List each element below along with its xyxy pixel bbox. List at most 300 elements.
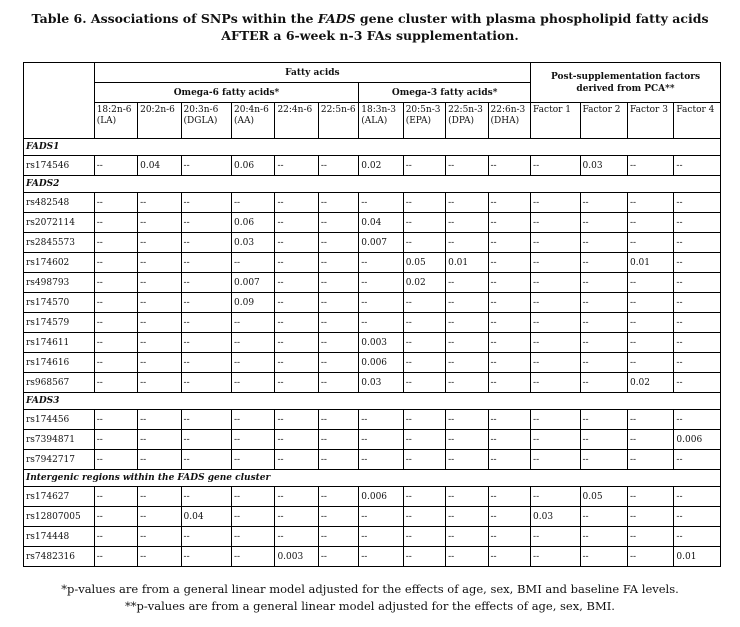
p-value-cell: -- — [627, 527, 673, 547]
p-value-cell: -- — [181, 450, 231, 470]
p-value-cell: -- — [580, 430, 627, 450]
p-value-cell: -- — [627, 273, 673, 293]
caption-suffix: gene cluster with plasma phospholipid fatty acids AFTER a 6-week n-3 FAs supplementation. — [221, 11, 709, 43]
p-value-cell: 0.02 — [359, 156, 403, 176]
p-value-cell: -- — [403, 487, 445, 507]
p-value-cell: -- — [181, 293, 231, 313]
p-value-cell: -- — [674, 487, 721, 507]
p-value-cell: -- — [181, 253, 231, 273]
p-value-cell: -- — [94, 213, 137, 233]
p-value-cell: -- — [181, 430, 231, 450]
p-value-cell: -- — [94, 253, 137, 273]
p-value-cell: -- — [580, 353, 627, 373]
table-row — [24, 353, 721, 373]
omega3-header: Omega-3 fatty acids* — [359, 83, 531, 103]
p-value-cell: -- — [531, 450, 580, 470]
p-value-cell: -- — [138, 507, 181, 527]
p-value-cell: 0.01 — [446, 253, 488, 273]
snp-id: rs7942717 — [24, 450, 95, 470]
p-value-cell: -- — [318, 373, 358, 393]
p-value-cell: -- — [359, 253, 403, 273]
p-value-cell: -- — [488, 487, 531, 507]
p-value-cell: -- — [627, 156, 673, 176]
table-row — [24, 430, 721, 450]
snp-header-cell — [24, 63, 95, 139]
p-value-cell: -- — [488, 450, 531, 470]
p-value-cell: -- — [674, 293, 721, 313]
section-label: FADS2 — [24, 176, 721, 193]
snp-id: rs174570 — [24, 293, 95, 313]
p-value-cell: -- — [627, 450, 673, 470]
p-value-cell: -- — [275, 253, 318, 273]
p-value-cell: -- — [580, 527, 627, 547]
p-value-cell: -- — [181, 410, 231, 430]
p-value-cell: 0.09 — [232, 293, 275, 313]
p-value-cell: -- — [232, 253, 275, 273]
p-value-cell: -- — [94, 507, 137, 527]
p-value-cell: -- — [531, 487, 580, 507]
p-value-cell: -- — [488, 273, 531, 293]
p-value-cell: -- — [488, 430, 531, 450]
p-value-cell: 0.05 — [403, 253, 445, 273]
p-value-cell: -- — [446, 373, 488, 393]
p-value-cell: -- — [403, 193, 445, 213]
p-value-cell: -- — [580, 253, 627, 273]
p-value-cell: -- — [181, 193, 231, 213]
p-value-cell: -- — [275, 333, 318, 353]
p-value-cell: -- — [403, 213, 445, 233]
omega6-header: Omega-6 fatty acids* — [94, 83, 359, 103]
post-supplementation-header: Post-supplementation factors derived from PCA** — [531, 63, 721, 103]
p-value-cell: -- — [488, 156, 531, 176]
p-value-cell: -- — [275, 193, 318, 213]
p-value-cell: -- — [403, 333, 445, 353]
p-value-cell: -- — [318, 527, 358, 547]
p-value-cell: -- — [94, 333, 137, 353]
p-value-cell: -- — [359, 450, 403, 470]
p-value-cell: -- — [446, 507, 488, 527]
p-value-cell: 0.05 — [580, 487, 627, 507]
p-value-cell: -- — [446, 430, 488, 450]
p-value-cell: -- — [674, 273, 721, 293]
p-value-cell: -- — [318, 156, 358, 176]
p-value-cell: -- — [531, 293, 580, 313]
p-value-cell: -- — [94, 273, 137, 293]
p-value-cell: -- — [531, 333, 580, 353]
p-value-cell: -- — [627, 293, 673, 313]
p-value-cell: -- — [627, 353, 673, 373]
p-value-cell: -- — [318, 273, 358, 293]
column-header: Factor 2 — [580, 103, 627, 139]
snp-id: rs174602 — [24, 253, 95, 273]
p-value-cell: -- — [580, 410, 627, 430]
snp-id: rs7394871 — [24, 430, 95, 450]
p-value-cell: -- — [275, 410, 318, 430]
p-value-cell: -- — [488, 410, 531, 430]
p-value-cell: -- — [580, 273, 627, 293]
p-value-cell: -- — [531, 213, 580, 233]
table-row — [24, 273, 721, 293]
p-value-cell: -- — [232, 353, 275, 373]
p-value-cell: -- — [138, 410, 181, 430]
p-value-cell: -- — [138, 273, 181, 293]
p-value-cell: -- — [181, 333, 231, 353]
p-value-cell: -- — [318, 353, 358, 373]
p-value-cell: -- — [403, 353, 445, 373]
p-value-cell: -- — [674, 353, 721, 373]
p-value-cell: -- — [403, 373, 445, 393]
column-header: 20:2n-6 — [138, 103, 181, 139]
p-value-cell: -- — [181, 487, 231, 507]
p-value-cell: -- — [318, 547, 358, 567]
p-value-cell: -- — [488, 353, 531, 373]
p-value-cell: -- — [275, 293, 318, 313]
column-header: 18:2n-6 (LA) — [94, 103, 137, 139]
column-header: 20:3n-6 (DGLA) — [181, 103, 231, 139]
p-value-cell: 0.06 — [232, 213, 275, 233]
p-value-cell: -- — [181, 373, 231, 393]
p-value-cell: -- — [181, 273, 231, 293]
p-value-cell: -- — [138, 293, 181, 313]
p-value-cell: -- — [674, 213, 721, 233]
p-value-cell: -- — [531, 430, 580, 450]
p-value-cell: -- — [403, 313, 445, 333]
p-value-cell: -- — [488, 547, 531, 567]
p-value-cell: -- — [488, 313, 531, 333]
p-value-cell: -- — [674, 333, 721, 353]
p-value-cell: -- — [403, 430, 445, 450]
p-value-cell: -- — [318, 253, 358, 273]
p-value-cell: -- — [359, 293, 403, 313]
p-value-cell: -- — [94, 410, 137, 430]
p-value-cell: -- — [232, 193, 275, 213]
p-value-cell: -- — [446, 273, 488, 293]
table-row — [24, 527, 721, 547]
p-value-cell: -- — [318, 487, 358, 507]
p-value-cell: -- — [232, 373, 275, 393]
p-value-cell: -- — [181, 313, 231, 333]
p-value-cell: -- — [318, 450, 358, 470]
p-value-cell: -- — [403, 410, 445, 430]
p-value-cell: 0.003 — [359, 333, 403, 353]
p-value-cell: 0.006 — [674, 430, 721, 450]
p-value-cell: 0.003 — [275, 547, 318, 567]
p-value-cell: 0.03 — [232, 233, 275, 253]
p-value-cell: 0.02 — [403, 273, 445, 293]
column-header: 20:5n-3 (EPA) — [403, 103, 445, 139]
p-value-cell: -- — [275, 273, 318, 293]
p-value-cell: -- — [531, 353, 580, 373]
p-value-cell: -- — [232, 507, 275, 527]
table-row — [24, 233, 721, 253]
section-label: Intergenic regions within the FADS gene cluster — [24, 470, 721, 487]
p-value-cell: -- — [488, 333, 531, 353]
p-value-cell: -- — [627, 430, 673, 450]
p-value-cell: -- — [403, 293, 445, 313]
p-value-cell: -- — [232, 527, 275, 547]
p-value-cell: -- — [138, 253, 181, 273]
p-value-cell: -- — [446, 450, 488, 470]
p-value-cell: -- — [232, 547, 275, 567]
p-value-cell: -- — [275, 430, 318, 450]
p-value-cell: 0.007 — [359, 233, 403, 253]
table-row — [24, 547, 721, 567]
p-value-cell: -- — [232, 333, 275, 353]
column-header: 22:6n-3 (DHA) — [488, 103, 531, 139]
p-value-cell: -- — [94, 487, 137, 507]
column-header: Factor 4 — [674, 103, 721, 139]
table-row — [24, 156, 721, 176]
p-value-cell: -- — [318, 293, 358, 313]
p-value-cell: -- — [359, 273, 403, 293]
table-row — [24, 450, 721, 470]
p-value-cell: -- — [674, 233, 721, 253]
p-value-cell: -- — [232, 450, 275, 470]
p-value-cell: -- — [580, 313, 627, 333]
p-value-cell: -- — [446, 487, 488, 507]
snp-id: rs7482316 — [24, 547, 95, 567]
p-value-cell: -- — [674, 193, 721, 213]
p-value-cell: -- — [275, 487, 318, 507]
p-value-cell: -- — [138, 193, 181, 213]
table-row — [24, 253, 721, 273]
p-value-cell: -- — [359, 527, 403, 547]
snp-id: rs174448 — [24, 527, 95, 547]
fatty-acids-header: Fatty acids — [94, 63, 530, 83]
p-value-cell: -- — [94, 527, 137, 547]
p-value-cell: -- — [674, 156, 721, 176]
p-value-cell: -- — [138, 373, 181, 393]
p-value-cell: -- — [446, 213, 488, 233]
caption-prefix: Table 6. Associations of SNPs within the — [31, 11, 318, 26]
table-row — [24, 293, 721, 313]
p-value-cell: -- — [674, 373, 721, 393]
table-row — [24, 193, 721, 213]
p-value-cell: -- — [531, 253, 580, 273]
section-label: FADS3 — [24, 393, 721, 410]
snp-id: rs498793 — [24, 273, 95, 293]
p-value-cell: -- — [627, 193, 673, 213]
p-value-cell: -- — [674, 313, 721, 333]
p-value-cell: -- — [531, 410, 580, 430]
p-value-cell: -- — [446, 313, 488, 333]
p-value-cell: -- — [232, 487, 275, 507]
p-value-cell: -- — [488, 507, 531, 527]
p-value-cell: -- — [359, 313, 403, 333]
p-value-cell: -- — [488, 193, 531, 213]
p-value-cell: -- — [580, 293, 627, 313]
table-row — [24, 507, 721, 527]
p-value-cell: -- — [318, 430, 358, 450]
p-value-cell: -- — [359, 410, 403, 430]
p-value-cell: -- — [580, 213, 627, 233]
p-value-cell: -- — [318, 410, 358, 430]
p-value-cell: -- — [580, 507, 627, 527]
p-value-cell: -- — [580, 193, 627, 213]
p-value-cell: -- — [275, 527, 318, 547]
p-value-cell: -- — [138, 547, 181, 567]
p-value-cell: -- — [627, 313, 673, 333]
p-value-cell: -- — [627, 213, 673, 233]
snp-id: rs174579 — [24, 313, 95, 333]
footnote-2: **p-values are from a general linear model adjusted for the effects of age, sex, BMI. — [125, 599, 615, 613]
p-value-cell: -- — [488, 293, 531, 313]
p-value-cell: -- — [531, 313, 580, 333]
p-value-cell: -- — [359, 193, 403, 213]
p-value-cell: 0.04 — [181, 507, 231, 527]
snp-id: rs968567 — [24, 373, 95, 393]
p-value-cell: -- — [580, 233, 627, 253]
p-value-cell: -- — [318, 233, 358, 253]
p-value-cell: -- — [94, 156, 137, 176]
table-row — [24, 313, 721, 333]
snp-id: rs12807005 — [24, 507, 95, 527]
section-row — [24, 393, 721, 410]
association-table — [23, 62, 721, 567]
p-value-cell: -- — [446, 410, 488, 430]
p-value-cell: -- — [94, 293, 137, 313]
p-value-cell: -- — [318, 193, 358, 213]
p-value-cell: -- — [627, 487, 673, 507]
section-row — [24, 470, 721, 487]
column-header: Factor 1 — [531, 103, 580, 139]
p-value-cell: -- — [181, 213, 231, 233]
p-value-cell: 0.03 — [580, 156, 627, 176]
p-value-cell: -- — [181, 353, 231, 373]
snp-id: rs174627 — [24, 487, 95, 507]
p-value-cell: 0.006 — [359, 487, 403, 507]
p-value-cell: -- — [138, 487, 181, 507]
p-value-cell: -- — [138, 213, 181, 233]
p-value-cell: -- — [403, 547, 445, 567]
p-value-cell: -- — [446, 333, 488, 353]
p-value-cell: -- — [531, 156, 580, 176]
p-value-cell: 0.04 — [359, 213, 403, 233]
p-value-cell: 0.06 — [232, 156, 275, 176]
p-value-cell: -- — [627, 333, 673, 353]
caption-gene: FADS — [317, 11, 356, 26]
p-value-cell: -- — [275, 450, 318, 470]
p-value-cell: -- — [531, 273, 580, 293]
snp-id: rs2072114 — [24, 213, 95, 233]
p-value-cell: -- — [488, 233, 531, 253]
p-value-cell: -- — [446, 547, 488, 567]
column-header: 18:3n-3 (ALA) — [359, 103, 403, 139]
p-value-cell: -- — [94, 353, 137, 373]
p-value-cell: -- — [531, 233, 580, 253]
p-value-cell: -- — [359, 430, 403, 450]
p-value-cell: -- — [674, 507, 721, 527]
p-value-cell: -- — [674, 450, 721, 470]
p-value-cell: -- — [318, 313, 358, 333]
table-row — [24, 487, 721, 507]
p-value-cell: -- — [627, 507, 673, 527]
p-value-cell: -- — [275, 353, 318, 373]
p-value-cell: -- — [181, 233, 231, 253]
p-value-cell: -- — [580, 547, 627, 567]
p-value-cell: -- — [275, 507, 318, 527]
p-value-cell: -- — [138, 233, 181, 253]
p-value-cell: -- — [531, 527, 580, 547]
p-value-cell: -- — [138, 353, 181, 373]
p-value-cell: -- — [94, 313, 137, 333]
p-value-cell: -- — [488, 253, 531, 273]
p-value-cell: -- — [627, 547, 673, 567]
p-value-cell: -- — [138, 313, 181, 333]
p-value-cell: -- — [446, 527, 488, 547]
p-value-cell: -- — [488, 213, 531, 233]
section-label: FADS1 — [24, 139, 721, 156]
p-value-cell: -- — [446, 233, 488, 253]
snp-id: rs174546 — [24, 156, 95, 176]
p-value-cell: -- — [580, 373, 627, 393]
p-value-cell: -- — [446, 156, 488, 176]
column-header: 20:4n-6 (AA) — [232, 103, 275, 139]
p-value-cell: 0.01 — [674, 547, 721, 567]
p-value-cell: -- — [403, 527, 445, 547]
p-value-cell: -- — [674, 527, 721, 547]
p-value-cell: 0.007 — [232, 273, 275, 293]
p-value-cell: -- — [446, 353, 488, 373]
p-value-cell: 0.04 — [138, 156, 181, 176]
p-value-cell: -- — [531, 547, 580, 567]
p-value-cell: -- — [359, 547, 403, 567]
p-value-cell: -- — [580, 333, 627, 353]
p-value-cell: -- — [181, 156, 231, 176]
snp-id: rs174616 — [24, 353, 95, 373]
column-header: 22:5n-6 — [318, 103, 358, 139]
p-value-cell: -- — [403, 156, 445, 176]
column-header: 22:4n-6 — [275, 103, 318, 139]
p-value-cell: -- — [232, 430, 275, 450]
p-value-cell: -- — [138, 527, 181, 547]
section-row — [24, 139, 721, 156]
p-value-cell: -- — [674, 410, 721, 430]
p-value-cell: -- — [403, 450, 445, 470]
p-value-cell: -- — [232, 313, 275, 333]
p-value-cell: 0.01 — [627, 253, 673, 273]
p-value-cell: -- — [359, 507, 403, 527]
p-value-cell: -- — [138, 450, 181, 470]
p-value-cell: -- — [138, 333, 181, 353]
table-row — [24, 333, 721, 353]
p-value-cell: -- — [318, 333, 358, 353]
p-value-cell: -- — [94, 373, 137, 393]
p-value-cell: 0.006 — [359, 353, 403, 373]
p-value-cell: -- — [138, 430, 181, 450]
p-value-cell: -- — [275, 373, 318, 393]
section-row — [24, 176, 721, 193]
p-value-cell: -- — [275, 233, 318, 253]
snp-id: rs174456 — [24, 410, 95, 430]
column-header: Factor 3 — [627, 103, 673, 139]
p-value-cell: -- — [94, 233, 137, 253]
p-value-cell: -- — [531, 373, 580, 393]
p-value-cell: -- — [275, 156, 318, 176]
table-row — [24, 213, 721, 233]
p-value-cell: -- — [531, 193, 580, 213]
column-header: 22:5n-3 (DPA) — [446, 103, 488, 139]
p-value-cell: -- — [275, 213, 318, 233]
p-value-cell: -- — [181, 547, 231, 567]
p-value-cell: 0.03 — [531, 507, 580, 527]
p-value-cell: -- — [446, 193, 488, 213]
p-value-cell: -- — [94, 193, 137, 213]
p-value-cell: -- — [94, 547, 137, 567]
footnote-1: *p-values are from a general linear model adjusted for the effects of age, sex, BMI and baseline FA levels. — [61, 582, 679, 596]
p-value-cell: -- — [94, 450, 137, 470]
p-value-cell: -- — [181, 527, 231, 547]
